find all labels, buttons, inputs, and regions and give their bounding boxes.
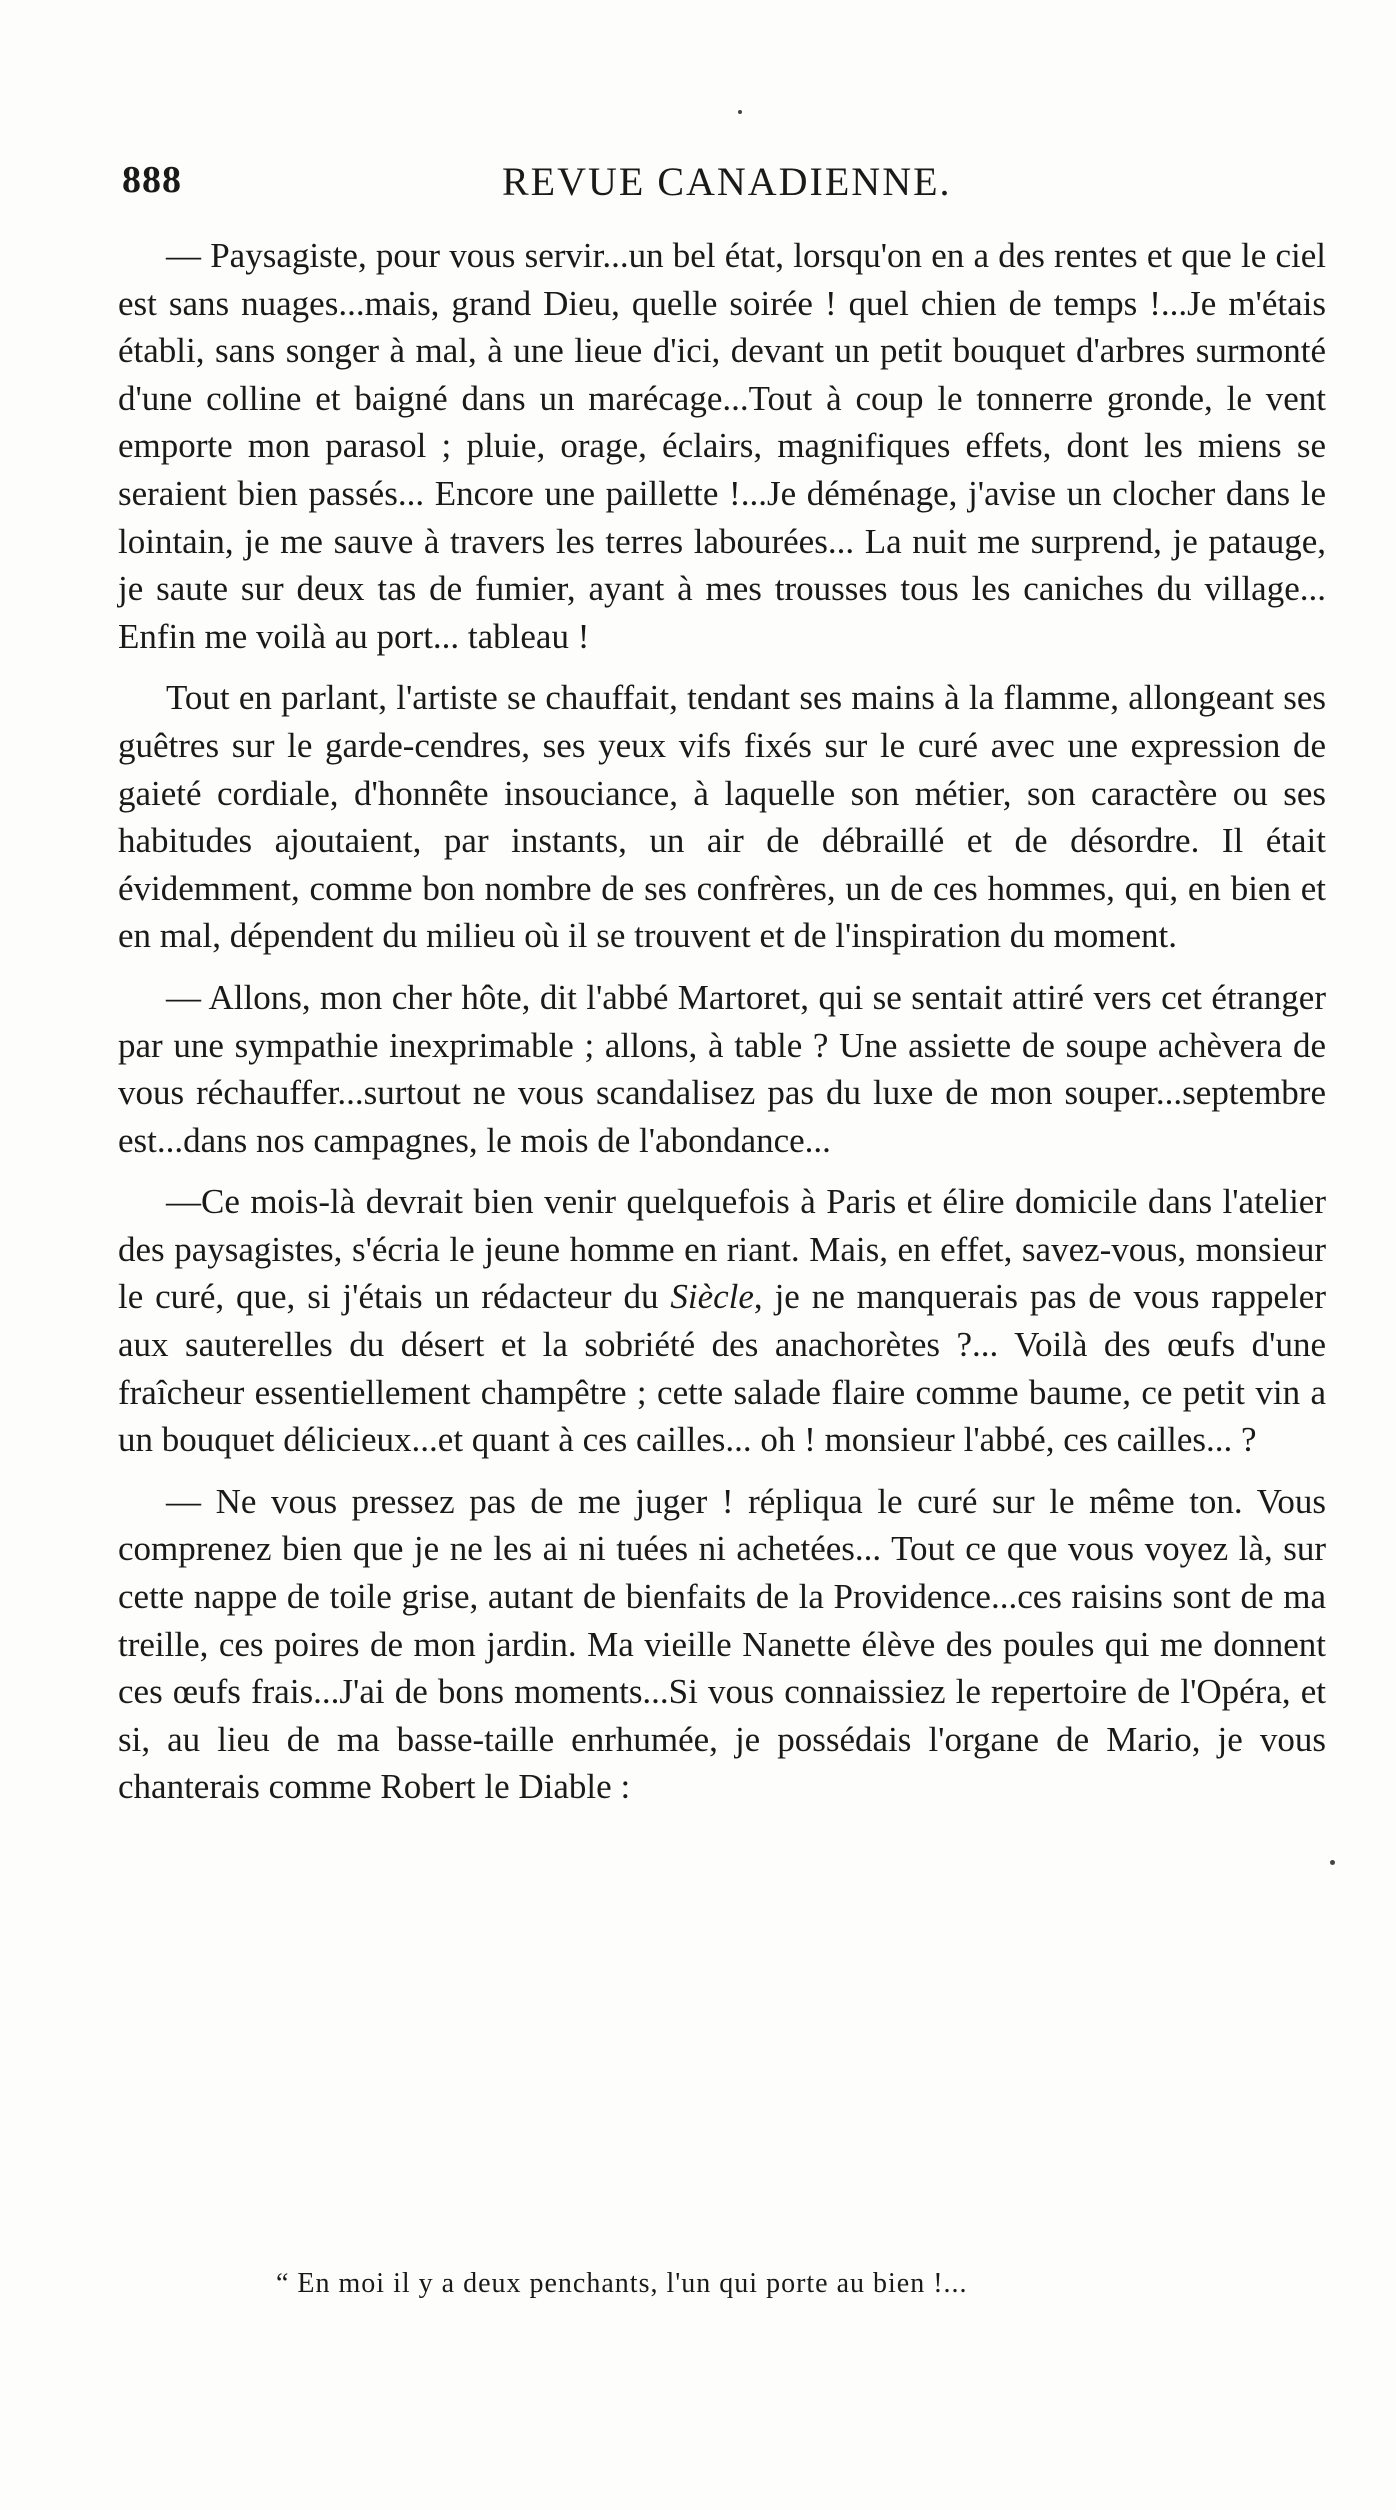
newspaper-title: Siècle (670, 1277, 754, 1317)
paragraph-3: — Allons, mon cher hôte, dit l'abbé Martoret, qui se sentait attiré vers cet étranger par une sympathie inexprimable ; allons, à table ? Une assiette de soupe achèvera de vous réchauffer...surtout ne vous scandalisez pas du luxe de mon souper...septembre est...dans nos campagnes, le mois de l'abondance... (118, 977, 1326, 1160)
page-header (122, 158, 1330, 218)
paragraph-5: — Ne vous pressez pas de me juger ! répliqua le curé sur le même ton. Vous comprenez bien que je ne les ai ni tuées ni achetées... Tout ce que vous voyez là, sur cette nappe de toile grise, autant de bienfaits de la Providence...ces raisins sont de ma treille, ces poires de mon jardin. Ma vieille Nanette élève des poules qui me donnent ces œufs frais...J'ai de bons moments...Si vous connaissiez le repertoire de l'Opéra, et si, au lieu de ma basse-taille enrhumée, je possédais l'organe de Mario, je vous chanterais comme Robert le Diable : (118, 1481, 1326, 1807)
paragraph-1: — Paysagiste, pour vous servir...un bel état, lorsqu'on en a des rentes et que le ciel est sans nuages...mais, grand Dieu, quelle soirée ! quel chien de temps !...Je m'étais établi, sans songer à mal, à une lieue d'ici, devant un petit bouquet d'arbres surmonté d'une colline et baigné dans un marécage...Tout à coup le tonnerre gronde, le vent emporte mon parasol ; pluie, orage, éclairs, magnifiques effets, dont les miens se seraient bien passés... Encore une paillette !...Je déménage, j'avise un clocher dans le lointain, je me sauve à travers les terres labourées... La nuit me surprend, je patauge, je saute sur deux tas de fumier, ayant à mes trousses tous les caniches du village... Enfin me voilà au port... tableau ! (118, 236, 1326, 656)
body-text (118, 232, 1326, 1825)
running-title: REVUE CANADIENNE. (502, 159, 952, 204)
ink-speck (1330, 1860, 1335, 1865)
ink-speck (738, 110, 742, 114)
page-number: 888 (122, 159, 182, 201)
verse-quote: “ En moi il y a deux penchants, l'un qui porte au bien !... (276, 2268, 968, 2299)
paragraph-4: —Ce mois-là devrait bien venir quelquefois à Paris et élire domicile dans l'atelier des paysagistes, s'écria le jeune homme en riant. Mais, en effet, savez-vous, monsieur le curé, que, si j'étais un rédacteur du Siècle, je ne manquerais pas de vous rappeler aux sauterelles du désert et la sobriété des anachorètes ?... Voilà des œufs d'une fraîcheur essentiellement champêtre ; cette salade flaire comme baume, ce petit vin a un bouquet délicieux...et quant à ces cailles... oh ! monsieur l'abbé, ces cailles... ? (118, 1182, 1326, 1460)
paragraph-2: Tout en parlant, l'artiste se chauffait, tendant ses mains à la flamme, allongeant ses guêtres sur le garde-cendres, ses yeux vifs fixés sur le curé avec une expression de gaieté cordiale, d'honnête insouciance, à laquelle son métier, son caractère ou ses habitudes ajoutaient, par instants, un air de débraillé et de désordre. Il était évidemment, comme bon nombre de ses confrères, un de ces hommes, qui, en bien et en mal, dépendent du milieu où il se trouvent et de l'inspiration du moment. (118, 678, 1326, 956)
